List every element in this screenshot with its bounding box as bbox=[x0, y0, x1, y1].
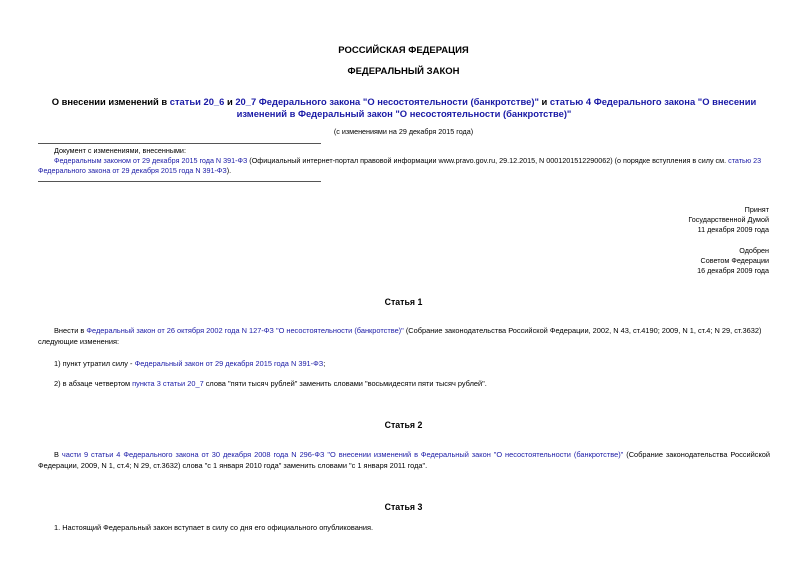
accepted-block bbox=[569, 205, 769, 235]
accepted-line: Принят bbox=[744, 205, 769, 214]
article-1-paragraph bbox=[38, 325, 770, 347]
title-text: О внесении изменений в bbox=[51, 96, 170, 107]
item-2-text: 2) в абзаце четвертом bbox=[54, 379, 133, 388]
title-link-article-20-7[interactable]: 20_7 Федерального закона "О несостоятельности (банкротстве)" bbox=[235, 96, 539, 107]
title-link-article-4[interactable]: статью 4 Федерального закона "О внесении изменений в Федеральный закон "О несостоятельности (банкротстве)" bbox=[236, 96, 757, 119]
accepted-line: 11 декабря 2009 года bbox=[697, 225, 769, 234]
article-1-item-2 bbox=[54, 378, 770, 389]
article-1-heading: Статья 1 bbox=[384, 297, 423, 307]
changes-text bbox=[38, 156, 774, 176]
article-2-text: В bbox=[54, 450, 62, 459]
changes-heading: Документ с изменениями, внесенными: bbox=[54, 146, 186, 155]
document-title bbox=[28, 96, 780, 120]
article-2-heading: Статья 2 bbox=[384, 420, 423, 430]
approved-block bbox=[569, 246, 769, 276]
edition-note: (с изменениями на 29 декабря 2015 года) bbox=[333, 127, 474, 136]
article-3-heading: Статья 3 bbox=[384, 502, 423, 512]
approved-line: Советом Федерации bbox=[700, 256, 769, 265]
item-1-text: ; bbox=[323, 359, 326, 368]
title-text: и bbox=[224, 96, 236, 107]
approved-line: 16 декабря 2009 года bbox=[697, 266, 769, 275]
link-law-127[interactable]: Федеральный закон от 26 октября 2002 года N 127-ФЗ "О несостоятельности (банкротстве)" bbox=[86, 326, 404, 335]
link-law-391[interactable]: Федеральный закон от 29 декабря 2015 года N 391-ФЗ bbox=[134, 359, 324, 368]
item-2-text: слова "пяти тысяч рублей" заменить словами "восьмидесяти пяти тысяч рублей". bbox=[203, 379, 487, 388]
link-law-296[interactable]: части 9 статьи 4 Федерального закона от 30 декабря 2008 года N 296-ФЗ "О внесении изменений в Федеральный закон "О несостоятельности (банкротстве)" bbox=[61, 450, 624, 459]
article-2-paragraph bbox=[38, 449, 770, 471]
divider-bottom bbox=[38, 181, 321, 182]
changes-link-391[interactable]: Федеральным законом от 29 декабря 2015 года N 391-ФЗ bbox=[54, 156, 248, 165]
country-heading: РОССИЙСКАЯ ФЕДЕРАЦИЯ bbox=[338, 45, 469, 56]
accepted-line: Государственной Думой bbox=[688, 215, 769, 224]
article-1-text: (Собрание законодательства Российской Федерации, 2002, N 43, ст.4190; 2009, N 1, ст.4; N 29, ст.3632) следующие изменения: bbox=[38, 326, 762, 346]
changes-text-part: ). bbox=[226, 166, 232, 175]
doc-type-heading: ФЕДЕРАЛЬНЫЙ ЗАКОН bbox=[347, 66, 460, 77]
approved-line: Одобрен bbox=[739, 246, 769, 255]
changes-text-part: (Официальный интернет-портал правовой информации www.pravo.gov.ru, 29.12.2015, N 0001201512290062) (о порядке вступления в силу см. bbox=[247, 156, 729, 165]
article-2-text: (Собрание законодательства Российской Федерации, 2009, N 1, ст.4; N 29, ст.3632) слова "с 1 января 2010 года" заменить словами "с 1 января 2011 года". bbox=[38, 450, 770, 470]
divider-top bbox=[38, 143, 321, 144]
item-1-text: 1) пункт утратил силу - bbox=[54, 359, 135, 368]
changes-link-article-23[interactable]: статью 23 Федерального закона от 29 декабря 2015 года N 391-ФЗ bbox=[38, 156, 762, 175]
title-link-article-20-6[interactable]: статьи 20_6 bbox=[169, 96, 225, 107]
article-3-paragraph: 1. Настоящий Федеральный закон вступает в силу со дня его официального опубликования. bbox=[54, 523, 374, 532]
link-point-3-article-20-7[interactable]: пункта 3 статьи 20_7 bbox=[132, 379, 204, 388]
article-1-text: Внести в bbox=[54, 326, 87, 335]
article-1-item-1 bbox=[54, 358, 770, 369]
title-text: и bbox=[538, 96, 550, 107]
